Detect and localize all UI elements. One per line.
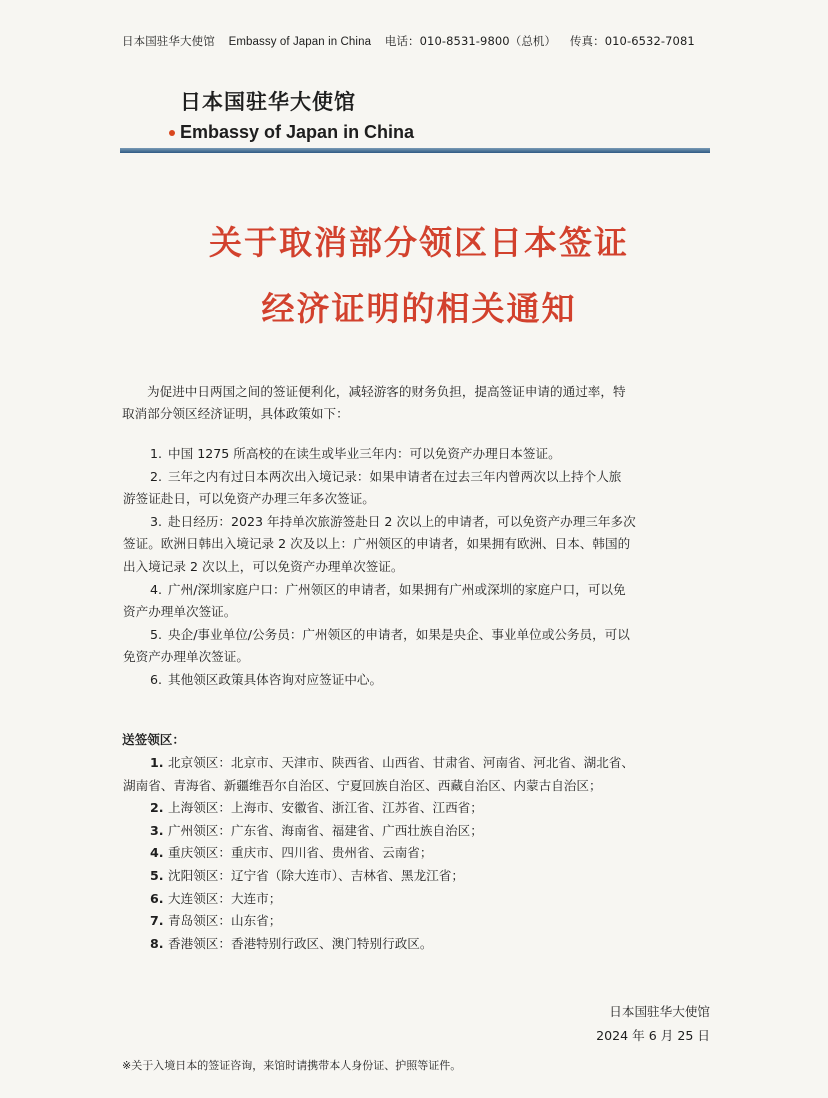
item-text: 香港领区：香港特别行政区、澳门特别行政区。: [168, 935, 433, 951]
item-text-cont: 出入境记录 2 次以上，可以免资产办理单次签证。: [123, 558, 404, 574]
item-number: 3.: [150, 513, 163, 529]
letterhead-line: [122, 33, 722, 49]
item-number: 6.: [150, 671, 163, 687]
item-text: 央企/事业单位/公务员：广州领区的申请者，如果是央企、事业单位或公务员，可以: [168, 626, 630, 642]
letterhead-name-en: Embassy of Japan in China: [228, 36, 372, 48]
intro-paragraph: [122, 381, 722, 425]
list-item: [150, 669, 636, 692]
item-text: 赴日经历：2023 年持单次旅游签赴日 2 次以上的申请者，可以免资产办理三年多次: [168, 513, 636, 529]
item-text-cont: 游签证赴日，可以免资产办理三年多次签证。: [123, 491, 375, 507]
item-number: 3.: [150, 822, 164, 838]
notice-title-line1: 关于取消部分领区日本签证: [209, 223, 629, 262]
list-item: [150, 888, 634, 911]
item-text: 上海领区：上海市、安徽省、浙江省、江苏省、江西省；: [168, 800, 483, 816]
list-item: [150, 511, 636, 534]
item-text: 北京领区：北京市、天津市、陕西省、山西省、甘肃省、河南省、河北省、湖北省、: [168, 755, 634, 770]
intro-line: 取消部分领区经济证明，具体政策如下：: [122, 406, 349, 421]
list-item: [150, 579, 636, 602]
item-number: 7.: [150, 913, 164, 929]
letterhead-phone: 电话：010-8531-9800（总机）: [384, 34, 557, 48]
list-item: [150, 624, 636, 647]
list-item: [150, 752, 634, 775]
letterhead-fax: 传真：010-6532-7081: [569, 34, 695, 48]
item-number: 8.: [150, 935, 164, 951]
letterhead-name-cn: 日本国驻华大使馆: [122, 34, 215, 48]
list-item: [150, 466, 636, 489]
list-item: [150, 797, 634, 820]
footnote: ※关于入境日本的签证咨询，来馆时请携带本人身份证、护照等证件。: [122, 1059, 462, 1072]
signature-date: 2024 年 6 月 25 日: [596, 1028, 710, 1043]
signature-org: 日本国驻华大使馆: [609, 1004, 710, 1019]
item-text: 青岛领区：山东省；: [168, 913, 282, 929]
item-number: 2.: [150, 800, 164, 816]
item-number: 4.: [150, 845, 164, 861]
item-text-cont: 湖南省、青海省、新疆维吾尔自治区、宁夏回族自治区、西藏自治区、内蒙古自治区；: [123, 777, 602, 793]
logo-name-cn: 日本国驻华大使馆: [180, 90, 356, 114]
intro-line: 为促进中日两国之间的签证便利化，减轻游客的财务负担，提高签证申请的通过率，特: [147, 384, 626, 399]
list-item: [150, 842, 634, 865]
notice-title-line2: 经济证明的相关通知: [261, 289, 577, 328]
item-text: 广州/深圳家庭户口：广州领区的申请者，如果拥有广州或深圳的家庭户口，可以免: [168, 581, 626, 597]
list-item: [150, 865, 634, 888]
item-text: 其他领区政策具体咨询对应签证中心。: [168, 671, 383, 687]
item-number: 2.: [150, 468, 163, 484]
zone-list: [123, 752, 634, 955]
item-number: 1.: [150, 755, 164, 770]
list-item: [150, 443, 636, 466]
policy-list: [123, 443, 636, 692]
embassy-logo: [180, 86, 414, 143]
logo-dot-icon: [169, 130, 175, 136]
signature-block: [596, 1000, 710, 1048]
item-text-cont: 免资产办理单次签证。: [123, 649, 249, 665]
item-number: 6.: [150, 890, 164, 906]
logo-name-en: [180, 122, 414, 143]
item-text-cont: 资产办理单次签证。: [123, 604, 237, 620]
header-rule: [120, 148, 710, 153]
logo-name-en-text: Embassy of Japan in China: [180, 122, 415, 142]
item-text: 重庆领区：重庆市、四川省、贵州省、云南省；: [168, 845, 433, 861]
item-number: 5.: [150, 626, 163, 642]
item-number: 5.: [150, 867, 164, 883]
item-text: 大连领区：大连市；: [168, 890, 282, 906]
item-number: 1.: [150, 446, 163, 461]
list-item: [150, 933, 634, 956]
list-item: [150, 910, 634, 933]
item-text-cont: 签证。欧洲日韩出入境记录 2 次及以上：广州领区的申请者，如果拥有欧洲、日本、韩国的: [123, 536, 631, 552]
list-item: [150, 820, 634, 843]
item-text: 沈阳领区：辽宁省（除大连市）、吉林省、黑龙江省；: [168, 867, 464, 883]
item-number: 4.: [150, 581, 163, 597]
zones-heading: 送签领区：: [122, 732, 185, 747]
item-text: 三年之内有过日本两次出入境记录：如果申请者在过去三年内曾两次以上持个人旅: [168, 468, 622, 484]
item-text: 中国 1275 所高校的在读生或毕业三年内：可以免资产办理日本签证。: [168, 446, 561, 461]
item-text: 广州领区：广东省、海南省、福建省、广西壮族自治区；: [168, 822, 483, 838]
